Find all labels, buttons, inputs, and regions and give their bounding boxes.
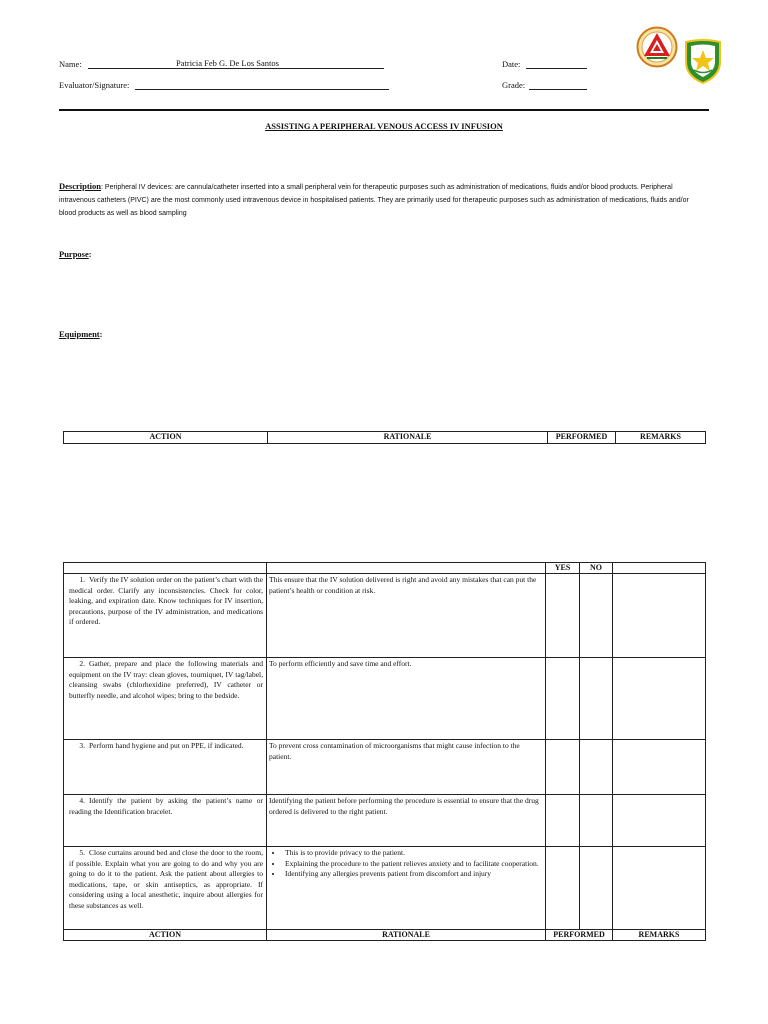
remarks-cell[interactable]: [613, 658, 706, 740]
header-divider: [59, 109, 709, 111]
no-checkbox-cell[interactable]: [580, 847, 613, 930]
blank-header-rationale: [267, 563, 546, 574]
date-label: Date:: [502, 59, 521, 69]
action-text: Close curtains around bed and close the door to the room, if possible. Explain what you are going to do and why you are going to do it to the patient. Ask the patient about allergies to medications, tape, or skin antiseptics, as appropriate. If considering using a local anesthetic, inquire about allergies for these substances as well.: [69, 848, 263, 910]
blank-header-remarks: [613, 563, 706, 574]
grade-label: Grade:: [502, 80, 526, 90]
name-field[interactable]: [88, 58, 384, 69]
rationale-cell: To perform efficiently and save time and effort.: [267, 658, 546, 740]
col-remarks-header: REMARKS: [616, 432, 706, 444]
table-row: [64, 658, 706, 740]
rationale-bullet: • Explaining the procedure to the patient relieves anxiety and to facilitate cooperation.: [283, 859, 543, 870]
name-value: Patricia Feb G. De Los Santos: [176, 58, 279, 68]
step-number: 5.: [79, 848, 85, 857]
col-performed-footer: PERFORMED: [546, 930, 613, 941]
rationale-cell: To prevent cross contamination of microorganisms that might cause infection to the patient.: [267, 740, 546, 795]
yes-checkbox-cell[interactable]: [546, 740, 580, 795]
description-label: Description: [59, 181, 102, 191]
description-text: : Peripheral IV devices: are cannula/catheter inserted into a small peripheral vein for therapeutic purposes such as administration of medications, fluids and/or blood products. Peripheral intravenous catheters (PIVC) are the most commonly used intravenous device in hospitalised patients. They are primarily used for therapeutic purposes such as administration of medications, fluids and/or blood products as well as blood sampling: [59, 184, 689, 217]
rationale-cell: Identifying the patient before performing the procedure is essential to ensure that the drug ordered is delivered to the right patient.: [267, 795, 546, 847]
grade-field[interactable]: [529, 79, 587, 90]
equipment-label-text: Equipment: [59, 329, 100, 339]
col-rationale-header: RATIONALE: [268, 432, 548, 444]
purpose-label-text: Purpose: [59, 249, 89, 259]
remarks-cell[interactable]: [613, 847, 706, 930]
no-checkbox-cell[interactable]: [580, 574, 613, 658]
yes-checkbox-cell[interactable]: [546, 658, 580, 740]
rationale-bullet-list: [269, 848, 543, 880]
evaluator-label: Evaluator/Signature:: [59, 80, 130, 90]
evaluator-signature-field[interactable]: [135, 79, 389, 90]
yes-checkbox-cell[interactable]: [546, 847, 580, 930]
rationale-bullet: • This is to provide privacy to the patient.: [283, 848, 543, 859]
step-number: 1.: [79, 575, 85, 584]
description: [59, 180, 701, 220]
col-performed-header: PERFORMED: [548, 432, 616, 444]
action-text: Perform hand hygiene and put on PPE, if indicated.: [89, 741, 244, 750]
action-cell: [64, 658, 267, 740]
action-cell: [64, 740, 267, 795]
remarks-cell[interactable]: [613, 740, 706, 795]
no-checkbox-cell[interactable]: [580, 658, 613, 740]
purpose-label: Purpose:: [59, 249, 92, 259]
table-row: [64, 795, 706, 847]
date-field[interactable]: [526, 58, 587, 69]
institution-logo-right: [683, 38, 723, 84]
step-number: 4.: [79, 796, 85, 805]
name-label: Name:: [59, 59, 82, 69]
action-cell: [64, 574, 267, 658]
yes-checkbox-cell[interactable]: [546, 574, 580, 658]
action-text: Identify the patient by asking the patient’s name or reading the Identification bracelet.: [69, 796, 263, 816]
remarks-cell[interactable]: [613, 795, 706, 847]
procedure-table: [63, 562, 706, 941]
no-checkbox-cell[interactable]: [580, 740, 613, 795]
col-rationale-footer: RATIONALE: [267, 930, 546, 941]
col-yes-header: YES: [546, 563, 580, 574]
col-remarks-footer: REMARKS: [613, 930, 706, 941]
table-row: [64, 574, 706, 658]
remarks-cell[interactable]: [613, 574, 706, 658]
table-row: [64, 740, 706, 795]
table-row: [64, 847, 706, 930]
rationale-bullet: • Identifying any allergies prevents patient from discomfort and injury: [283, 869, 543, 880]
page-title: ASSISTING A PERIPHERAL VENOUS ACCESS IV INFUSION: [265, 121, 503, 131]
action-text: Gather, prepare and place the following materials and equipment on the IV tray: clean gloves, tourniquet, IV tag/label, cleansing swabs (chlorhexidine preferred), IV catheter or butterfly needle, and alcohol wipes; bring to the bedside.: [69, 659, 263, 700]
action-cell: [64, 847, 267, 930]
blank-header-action: [64, 563, 267, 574]
equipment-label: Equipment:: [59, 329, 103, 339]
rationale-cell: [267, 847, 546, 930]
action-text: Verify the IV solution order on the patient’s chart with the medical order. Clarify any inconsistencies. Check for color, leaking, and expiration date. Know techniques for IV insertion, precautions, purpose of the IV administration, and medications if ordered.: [69, 575, 263, 627]
no-checkbox-cell[interactable]: [580, 795, 613, 847]
rationale-cell: This ensure that the IV solution delivered is right and avoid any mistakes that can put the patient’s health or condition at risk.: [267, 574, 546, 658]
yes-checkbox-cell[interactable]: [546, 795, 580, 847]
institution-logo-left: [636, 26, 678, 68]
col-no-header: NO: [580, 563, 613, 574]
action-cell: [64, 795, 267, 847]
step-number: 3.: [79, 741, 85, 750]
step-number: 2.: [79, 659, 85, 668]
header-table-top: [63, 431, 706, 444]
col-action-header: ACTION: [64, 432, 268, 444]
col-action-footer: ACTION: [64, 930, 267, 941]
